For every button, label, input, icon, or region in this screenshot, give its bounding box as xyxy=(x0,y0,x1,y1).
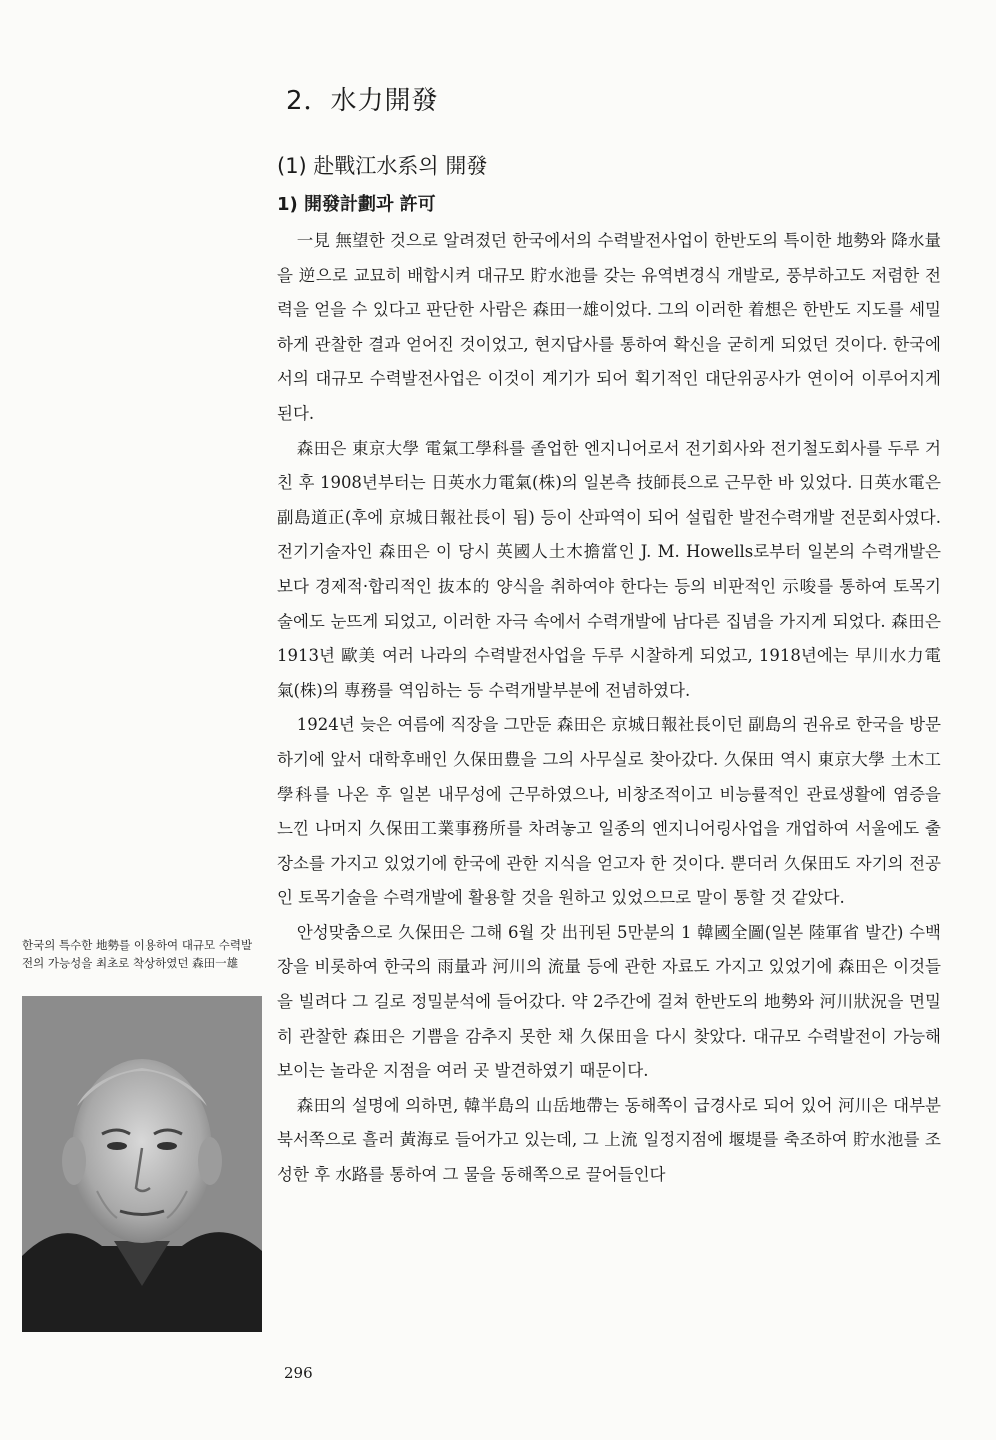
subsection-heading: (1) 赴戰江水系의 開發 xyxy=(277,154,488,178)
portrait-illustration xyxy=(22,996,262,1332)
photo-caption: 한국의 특수한 地勢를 이용하여 대규모 수력발전의 가능성을 최초로 착상하였던 森田一雄 xyxy=(22,938,253,970)
paragraph: 森田의 설명에 의하면, 韓半島의 山岳地帶는 동해쪽이 급경사로 되어 있어 河川은 대부분 북서쪽으로 흘러 黃海로 들어가고 있는데, 그 上流 일정지점에 堰堤를 축조하여 貯水池를 조성한 후 水路를 통하여 그 물을 동해쪽으로 끌어들인다 xyxy=(277,1095,941,1185)
page-number: 296 xyxy=(284,1364,313,1382)
body-text xyxy=(277,224,941,1193)
paragraph: 안성맞춤으로 久保田은 그해 6월 갓 出刊된 5만분의 1 韓國全圖(일본 陸軍省 발간) 수백장을 비롯하여 한국의 雨量과 河川의 流量 등에 관한 자료도 가지고 있었기에 森田은 이것들을 빌려다 그 길로 정밀분석에 들어갔다. 약 2주간에 걸쳐 한반도의 地勢와 河川狀況을 면밀히 관찰한 森田은 기쁨을 감추지 못한 채 久保田을 다시 찾았다. 대규모 수력발전이 가능해 보이는 놀라운 지점을 여러 곳 발견하였기 때문이다. xyxy=(277,922,941,1081)
subsubsection-heading: 1) 開發計劃과 許可 xyxy=(277,194,436,215)
paragraph: 森田은 東京大學 電氣工學科를 졸업한 엔지니어로서 전기회사와 전기철도회사를 두루 거친 후 1908년부터는 日英水力電氣(株)의 일본측 技師長으로 근무한 바 있었다. 日英水電은 副島道正(후에 京城日報社長이 됨) 등이 산파역이 되어 설립한 발전수력개발 전문회사였다. 전기기술자인 森田은 이 당시 英國人土木擔當인 J. M. Howells로부터 일본의 수력개발은 보다 경제적·합리적인 抜本的 양식을 취하여야 한다는 등의 비판적인 示唆를 통하여 토목기술에도 눈뜨게 되었고, 이러한 자극 속에서 수력개발에 남다른 집념을 가지게 되었다. 森田은 1913년 歐美 여러 나라의 수력발전사업을 두루 시찰하게 되었고, 1918년에는 早川水力電氣(株)의 專務를 역임하는 등 수력개발부분에 전념하였다. xyxy=(277,438,941,700)
paragraph: 1924년 늦은 여름에 직장을 그만둔 森田은 京城日報社長이던 副島의 권유로 한국을 방문하기에 앞서 대학후배인 久保田豊을 그의 사무실로 찾아갔다. 久保田 역시 東京大學 土木工學科를 나온 후 일본 내무성에 근무하였으나, 비창조적이고 비능률적인 관료생활에 염증을 느낀 나머지 久保田工業事務所를 차려놓고 일종의 엔지니어링사업을 개업하여 서울에도 출장소를 가지고 있었기에 한국에 관한 지식을 얻고자 한 것이다. 뿐더러 久保田도 자기의 전공인 토목기술을 수력개발에 활용할 것을 원하고 있었으므로 말이 통할 것 같았다. xyxy=(277,715,941,908)
portrait-photo xyxy=(22,996,262,1332)
section-heading: 2．水力開發 xyxy=(286,86,439,116)
paragraph: 一見 無望한 것으로 알려졌던 한국에서의 수력발전사업이 한반도의 특이한 地勢와 降水量을 逆으로 교묘히 배합시켜 대규모 貯水池를 갖는 유역변경식 개발로, 풍부하고도 저렴한 전력을 얻을 수 있다고 판단한 사람은 森田一雄이었다. 그의 이러한 着想은 한반도 지도를 세밀하게 관찰한 결과 얻어진 것이었고, 현지답사를 통하여 확신을 굳히게 되었던 것이다. 한국에서의 대규모 수력발전사업은 이것이 계기가 되어 획기적인 대단위공사가 연이어 이루어지게 된다. xyxy=(277,231,941,423)
